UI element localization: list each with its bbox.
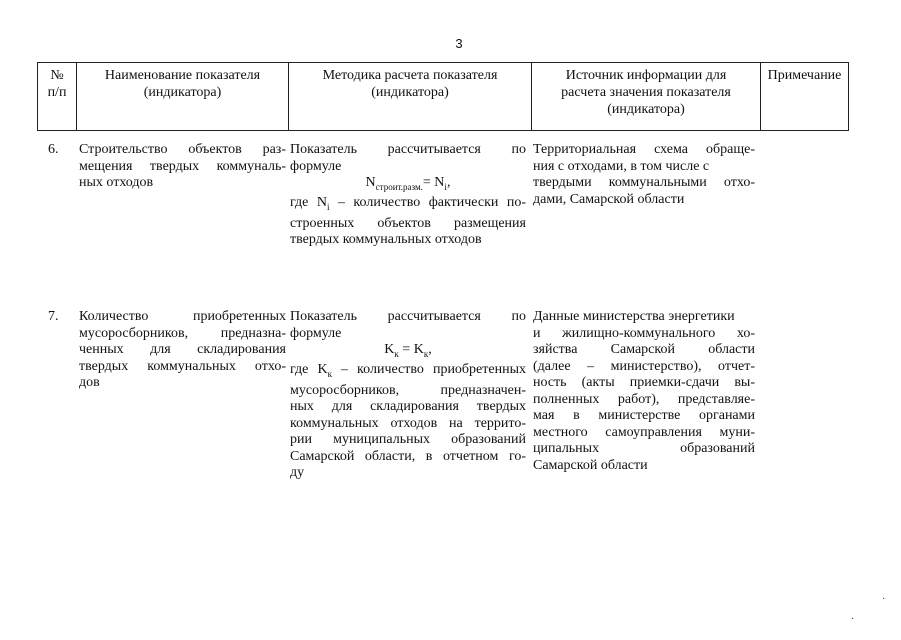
scan-speck: · [851, 614, 855, 625]
header-name: Наименование показателя (индикатора) [77, 63, 289, 131]
row-7-method: Показатель рассчитывается по формуле $K_к = K_к$, где $K_к$ – количество приобретенных мусоросборников, предназначен- ных для складирования твердых коммунальных отходов на террито- рии муниципальных образований Самарской области, в отчетном го- ду [290, 309, 526, 481]
header-num: № п/п [38, 63, 77, 131]
row-6-name: Строительство объектов раз- мещения твердых коммуналь- ных отходов [79, 142, 286, 190]
header-source: Источник информации для расчета значения показателя (индикатора) [532, 63, 761, 131]
page-number: 3 [455, 36, 463, 51]
row-6-source: Территориальная схема обраще- ния с отходами, в том числе с твердыми коммунальными отхо- дами, Самарской области [533, 142, 755, 207]
row-6-num: 6. [48, 142, 59, 157]
row-6-method: Показатель рассчитывается по формуле $N_{строит.разм.}= N_i$, где $N_i$ – количество фактически по- строенных объектов размещения твердых коммунальных отходов [290, 142, 526, 248]
row-7-source: Данные министерства энергетики и жилищно-коммунального хо- зяйства Самарской области (далее – министерство), отчет- ность (акты приемки-сдачи вы- полненных работ), представляе- мая в министерстве органами местного самоуправления муни- ципальных образований Самарской области [533, 309, 755, 473]
header-method: Методика расчета показателя (индикатора) [289, 63, 532, 131]
row-6-formula: $N_{строит.разм.}= N_i$, [365, 175, 451, 192]
scan-speck: · [882, 594, 886, 605]
row-7-num: 7. [48, 309, 59, 324]
header-note: Примечание [761, 63, 849, 131]
row-7-formula: $K_к = K_к$, [384, 342, 432, 359]
table-header [37, 62, 849, 131]
row-7-name: Количество приобретенных мусоросборников, предназна- ченных для складирования твердых коммунальных отхо- дов [79, 309, 286, 390]
